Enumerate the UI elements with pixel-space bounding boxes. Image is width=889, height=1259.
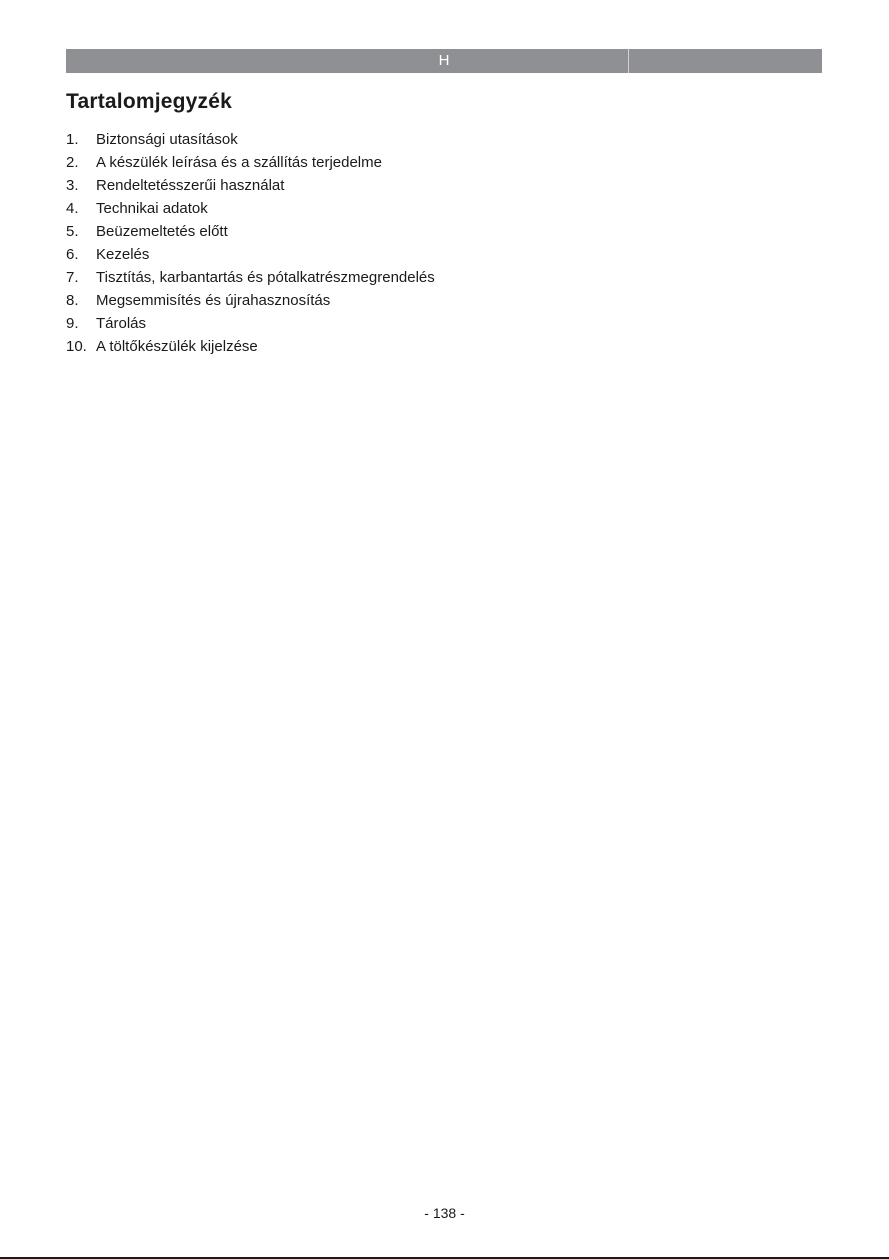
toc-item-number: 2.	[66, 154, 79, 171]
page-title: Tartalomjegyzék	[66, 90, 233, 113]
toc-item-label: Biztonsági utasítások	[96, 131, 238, 148]
toc-item-label: Kezelés	[96, 246, 150, 263]
toc-item-label: Technikai adatok	[96, 200, 208, 217]
toc-item-label: Rendeltetésszerűi használat	[96, 177, 285, 194]
toc-item-number: 10.	[66, 338, 87, 355]
toc-item-number: 4.	[66, 200, 79, 217]
toc-item[interactable]	[66, 266, 435, 289]
toc-item-label: A töltőkészülék kijelzése	[96, 338, 258, 355]
toc-item-label: Megsemmisítés és újrahasznosítás	[96, 292, 331, 309]
toc-item-label: Tárolás	[96, 315, 147, 332]
toc-item-number: 1.	[66, 131, 79, 148]
toc-item-number: 9.	[66, 315, 79, 332]
toc-item-number: 5.	[66, 223, 79, 240]
toc-item-label: Beüzemeltetés előtt	[96, 223, 228, 240]
toc-item[interactable]	[66, 289, 435, 312]
toc-item[interactable]	[66, 312, 435, 335]
page-number: - 138 -	[424, 1205, 465, 1221]
language-header-bar	[66, 49, 822, 73]
toc-item[interactable]	[66, 197, 435, 220]
toc-item-number: 6.	[66, 246, 79, 263]
table-of-contents	[66, 128, 435, 358]
header-divider	[628, 49, 629, 73]
toc-item-label: A készülék leírása és a szállítás terjedelme	[96, 154, 382, 171]
toc-item-label: Tisztítás, karbantartás és pótalkatrészmegrendelés	[96, 269, 435, 286]
toc-item[interactable]	[66, 128, 435, 151]
toc-item[interactable]	[66, 220, 435, 243]
language-code: H	[438, 52, 450, 69]
toc-item-number: 7.	[66, 269, 79, 286]
toc-item[interactable]	[66, 335, 435, 358]
toc-item-number: 3.	[66, 177, 79, 194]
toc-item[interactable]	[66, 174, 435, 197]
toc-item-number: 8.	[66, 292, 79, 309]
toc-item[interactable]	[66, 243, 435, 266]
toc-item[interactable]	[66, 151, 435, 174]
